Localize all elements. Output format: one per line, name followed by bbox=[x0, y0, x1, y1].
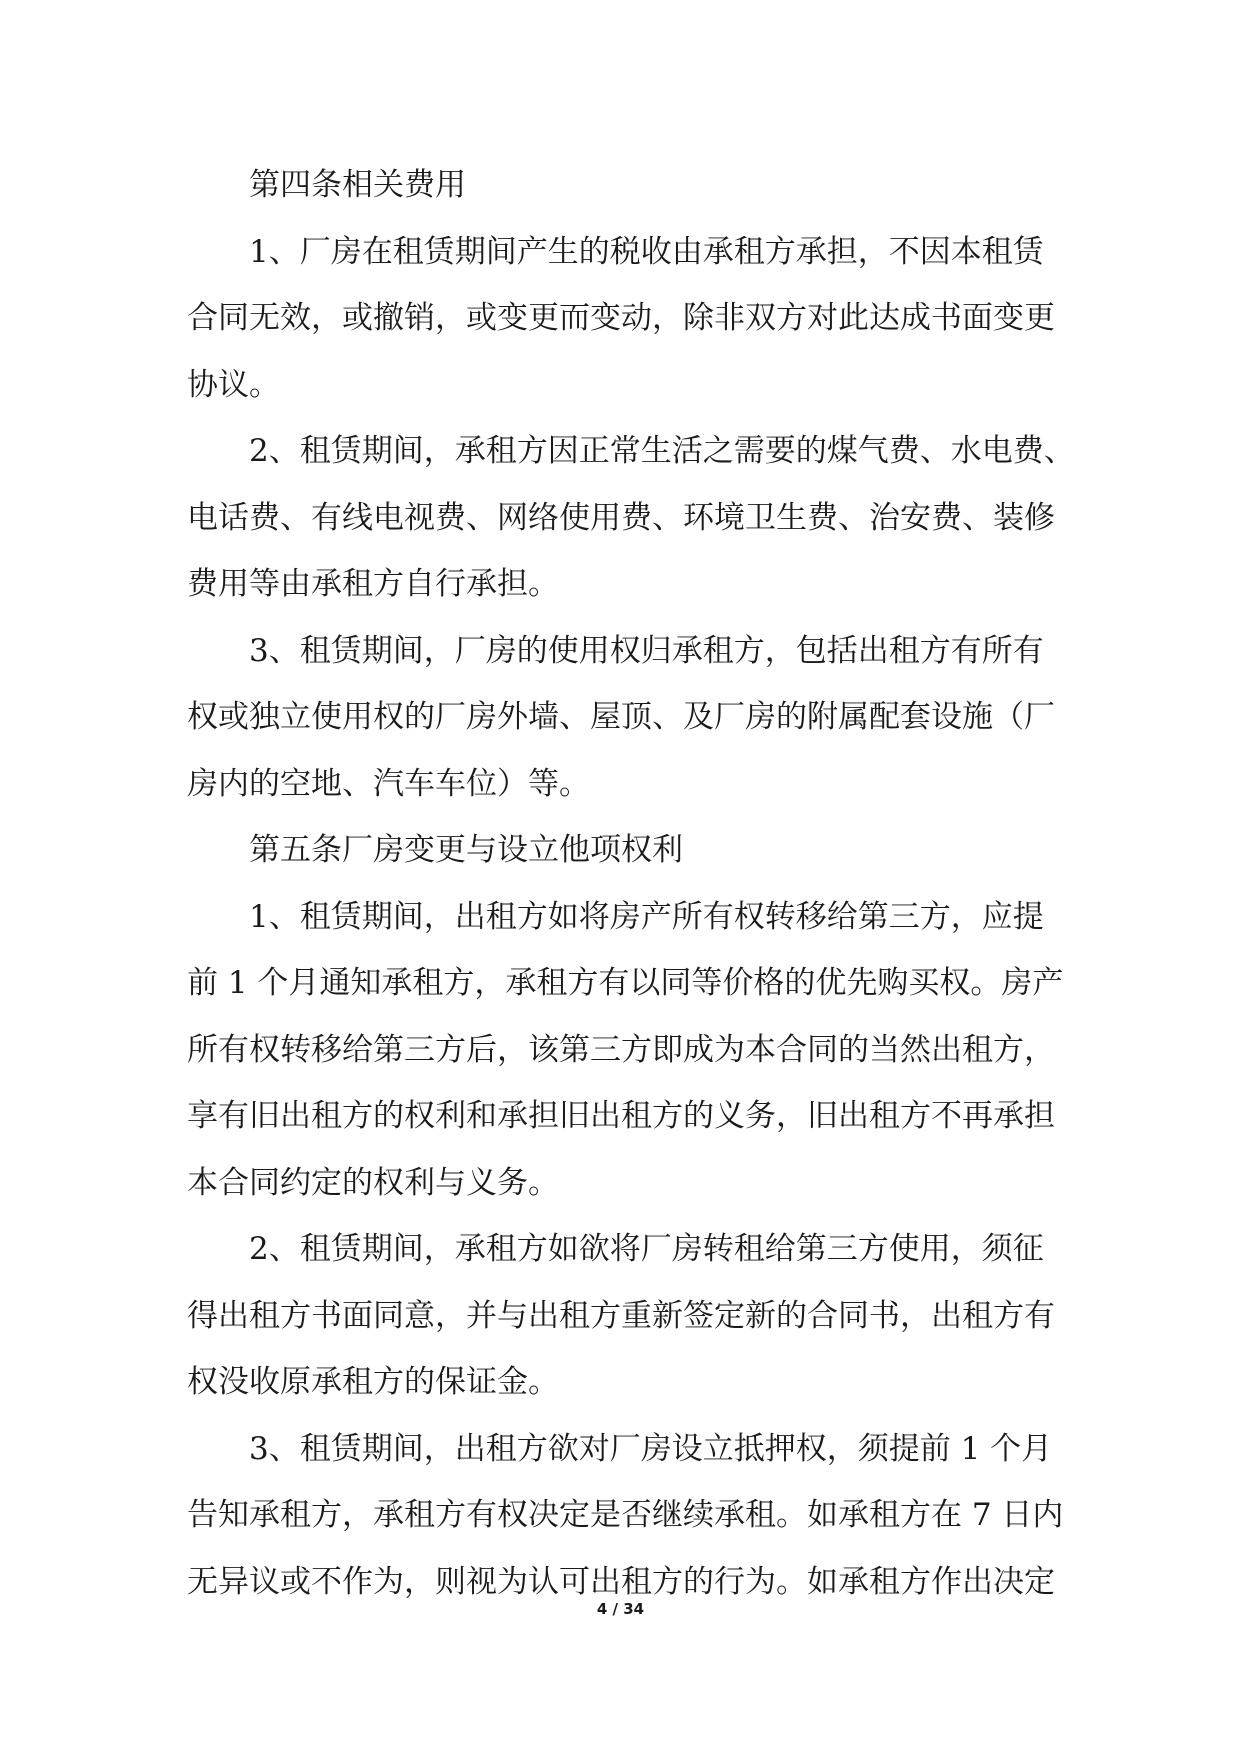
paragraph-line: 2、租赁期间，承租方如欲将厂房转租给第三方使用，须征 bbox=[249, 1231, 1044, 1267]
paragraph-line: 费用等由承租方自行承担。 bbox=[187, 566, 559, 602]
paragraph-line: 电话费、有线电视费、网络使用费、环境卫生费、治安费、装修 bbox=[187, 499, 1055, 536]
paragraph-line: 1、厂房在租赁期间产生的税收由承租方承担，不因本租赁 bbox=[249, 233, 1044, 270]
section-heading-5: 第五条厂房变更与设立他项权利 bbox=[249, 832, 683, 868]
paragraph-line: 告知承租方，承租方有权决定是否继续承租。如承租方在 7 日内 bbox=[187, 1497, 1064, 1533]
paragraph-line: 1、租赁期间，出租方如将房产所有权转移给第三方，应提 bbox=[249, 898, 1044, 935]
paragraph-line: 2、租赁期间，承租方因正常生活之需要的煤气费、水电费、 bbox=[249, 433, 1075, 469]
paragraph-line: 无异议或不作为，则视为认可出租方的行为。如承租方作出决定 bbox=[187, 1563, 1055, 1600]
paragraph-line: 3、租赁期间，出租方欲对厂房设立抵押权，须提前 1 个月 bbox=[249, 1430, 1053, 1467]
document-body bbox=[187, 152, 1075, 1615]
paragraph-line: 权没收原承租方的保证金。 bbox=[187, 1364, 559, 1400]
paragraph-line: 协议。 bbox=[187, 366, 280, 403]
paragraph-line: 前 1 个月通知承租方，承租方有以同等价格的优先购买权。房产 bbox=[187, 965, 1064, 1001]
paragraph-line: 享有旧出租方的权利和承担旧出租方的义务，旧出租方不再承担 bbox=[187, 1098, 1055, 1134]
paragraph-line: 房内的空地、汽车车位）等。 bbox=[187, 765, 590, 802]
paragraph-line: 合同无效，或撤销，或变更而变动，除非双方对此达成书面变更 bbox=[187, 300, 1055, 336]
paragraph-line: 本合同约定的权利与义务。 bbox=[187, 1164, 559, 1201]
paragraph-line: 得出租方书面同意，并与出租方重新签定新的合同书，出租方有 bbox=[187, 1297, 1055, 1334]
section-heading-4: 第四条相关费用 bbox=[249, 167, 466, 203]
paragraph-line: 3、租赁期间，厂房的使用权归承租方，包括出租方有所有 bbox=[249, 632, 1044, 669]
page-number: 4 / 34 bbox=[596, 1600, 645, 1618]
paragraph-line: 所有权转移给第三方后，该第三方即成为本合同的当然出租方， bbox=[187, 1031, 1055, 1068]
paragraph-line: 权或独立使用权的厂房外墙、屋顶、及厂房的附属配套设施（厂 bbox=[187, 699, 1055, 735]
